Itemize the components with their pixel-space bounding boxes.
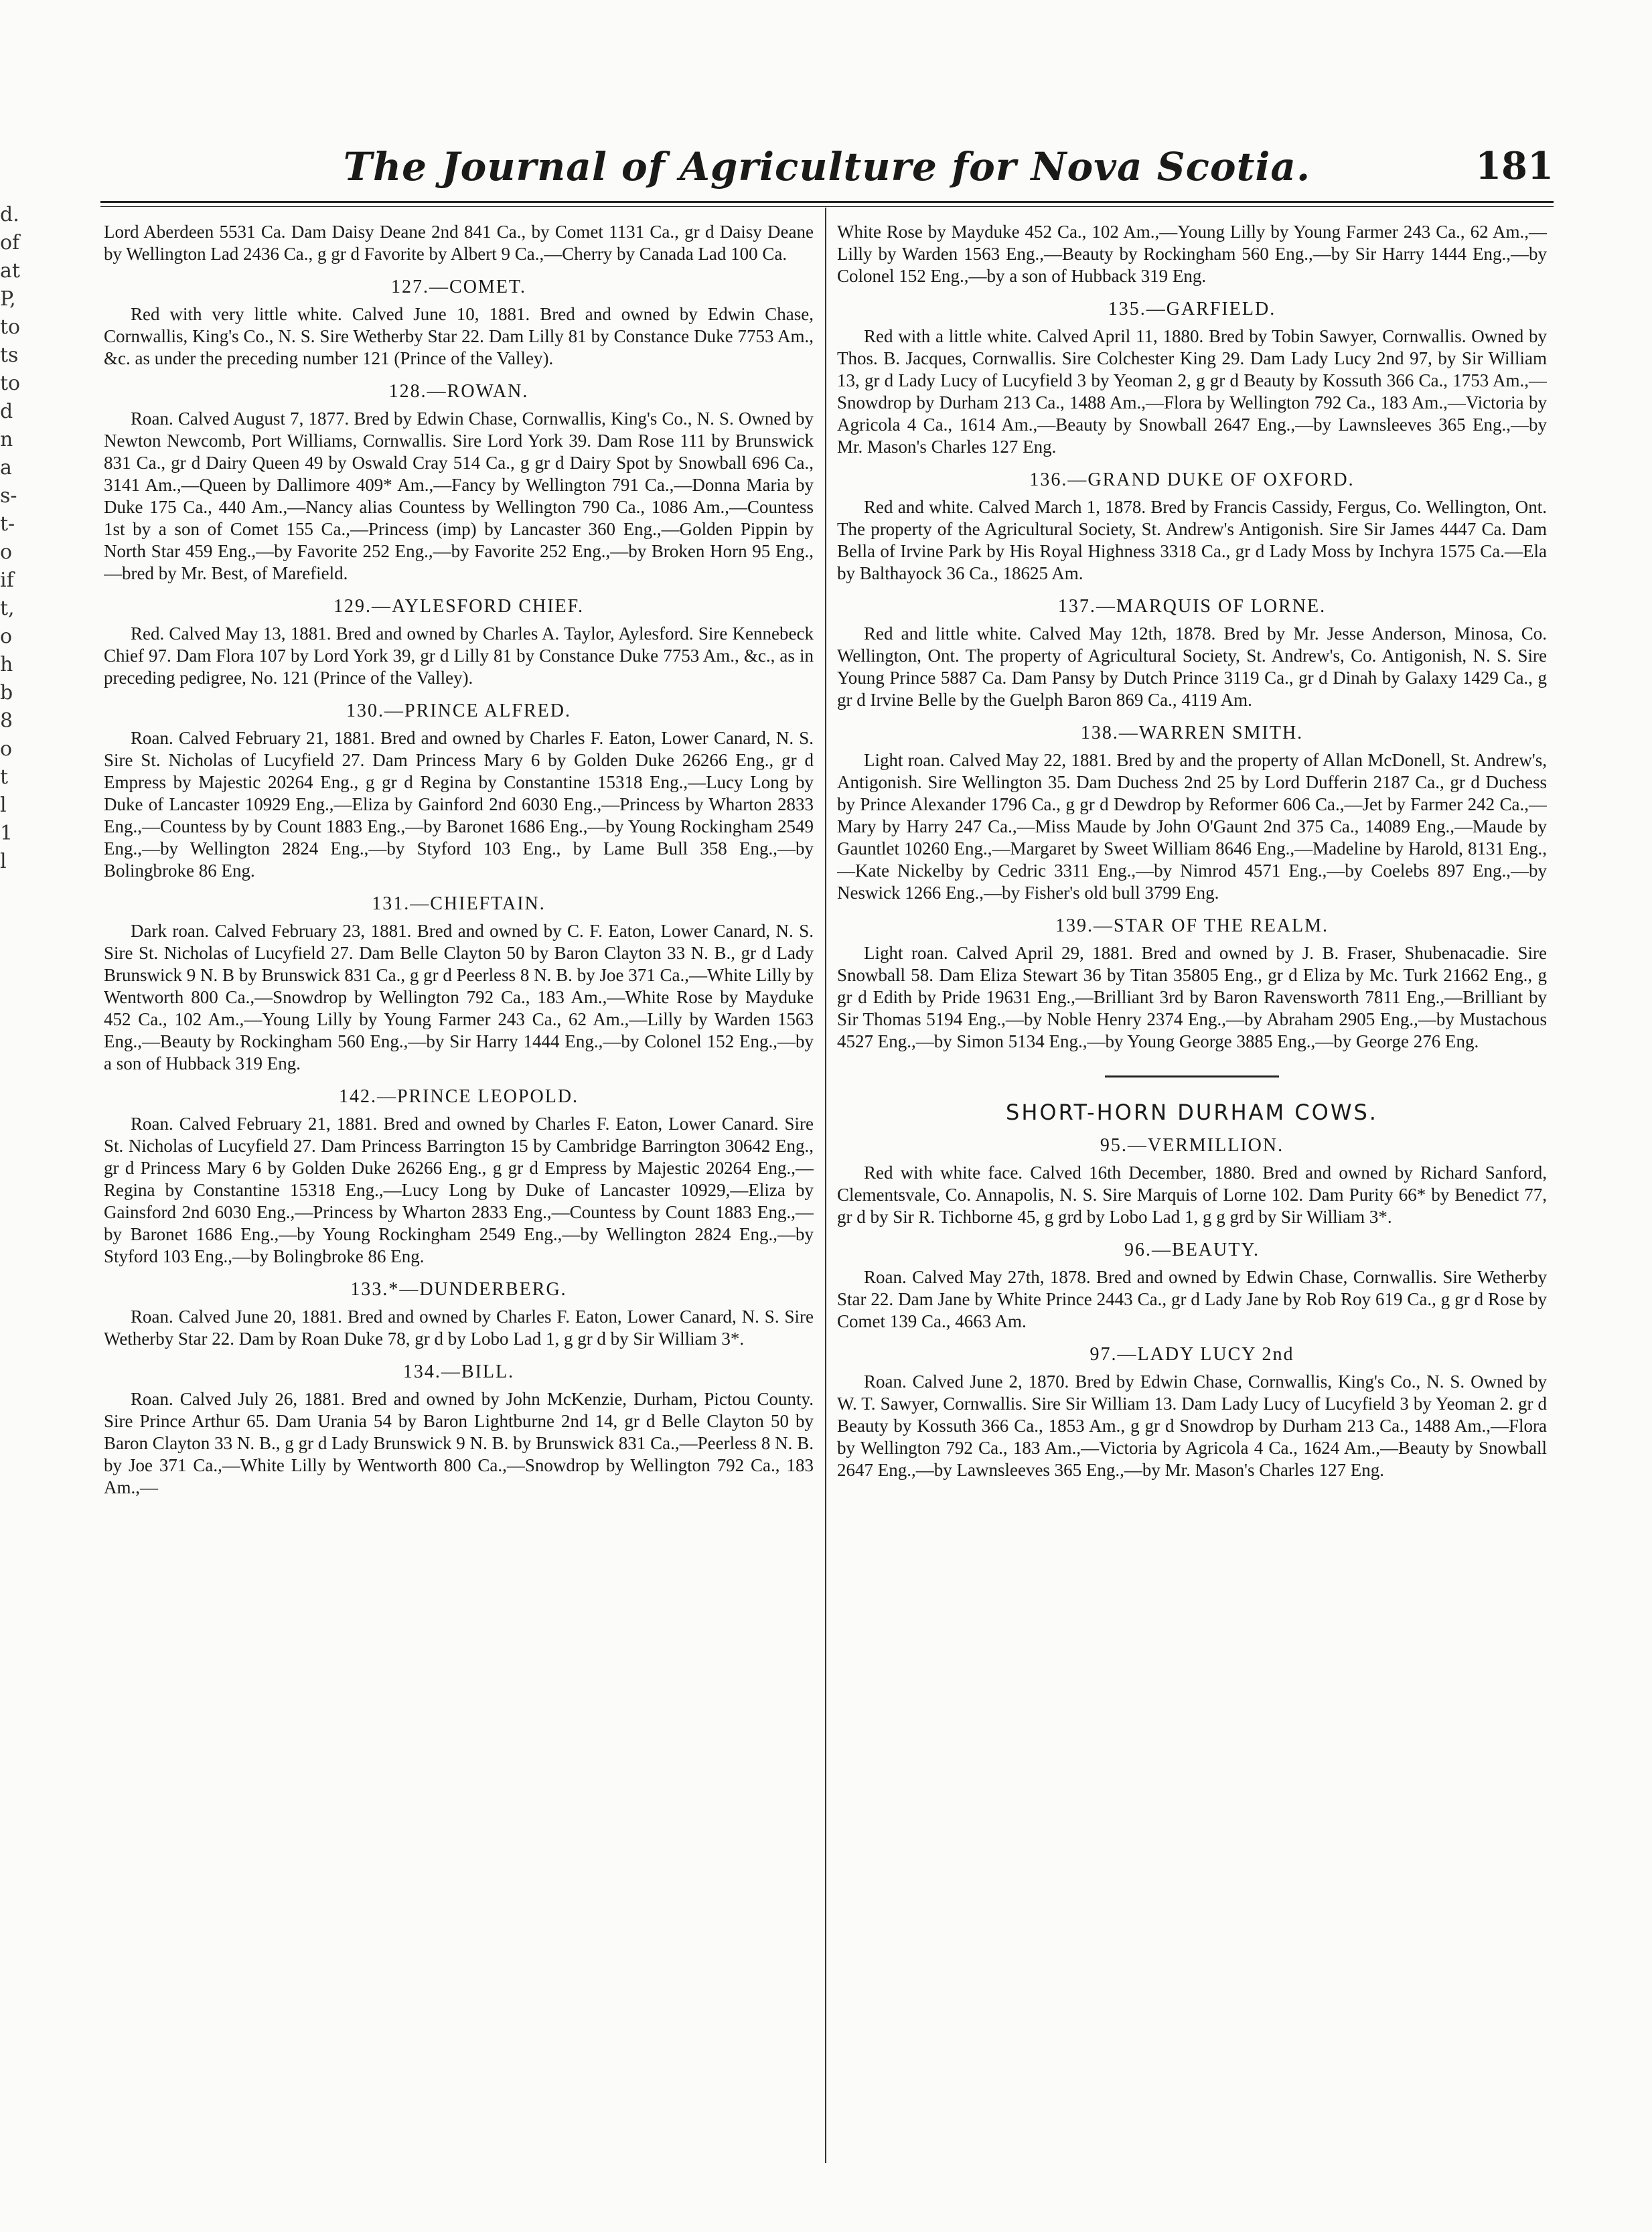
section-rule (1105, 1075, 1279, 1077)
entry-body: Red and little white. Calved May 12th, 1878. Bred by Mr. Jesse Anderson, Minosa, Co. Wellington, Ont. The property of Agricultural Society, St. Andrew's, Co. Antigonish, N. S. Sire Young Prince 5887 Ca. Dam Pansy by Dutch Prince 3119 Ca., gr d Dinah by Galaxy 1429 Ca., g gr d Irvine Belle by the Guelph Baron 869 Ca., 4119 Am. (837, 623, 1547, 710)
entry-body: Roan. Calved February 21, 1881. Bred and owned by Charles F. Eaton, Lower Canard. Sire St. Nicholas of Lucyfield 27. Dam Princess Barrington 15 by Cambridge Barrington 30642 Eng., gr d Princess Mary 6 by Golden Duke 26266 Eng., g gr d Empress by Majestic 20264 Eng.,—Regina by Constantine 15318 Eng.,—Lucy Long by Duke of Lancaster 10929,—Eliza by Gainsford 2nd 6030 Eng.,—Princess by Wharton 2833 Eng.,—Countess by Count 1883 Eng.,—by Baronet 1686 Eng.,—by Young Rockingham 2549 Eng.,—by Wellington 2824 Eng.,—by Styford 103 Eng.,—by Bolingbroke 86 Eng. (104, 1114, 814, 1266)
left-column-continuation: Lord Aberdeen 5531 Ca. Dam Daisy Deane 2nd 841 Ca., by Comet 1131 Ca., gr d Daisy Deane by Wellington Lad 2436 Ca., g gr d Favorite by Albert 9 Ca.,—Cherry by Canada Lad 100 Ca. (104, 222, 814, 264)
entry-title: 129.—AYLESFORD CHIEF. (333, 596, 584, 617)
margin-fragment: s- (0, 484, 17, 508)
margin-fragment: to (0, 372, 21, 395)
entry-body: Roan. Calved June 20, 1881. Bred and owned by Charles F. Eaton, Lower Canard, N. S. Sire Wetherby Star 22. Dam by Roan Duke 78, gr d by Lobo Lad 1, g gr d by Sir William 3*. (104, 1307, 814, 1349)
page-header (100, 144, 1554, 198)
margin-fragment: t (0, 765, 9, 789)
entry-title: 138.—WARREN SMITH. (1080, 723, 1304, 743)
entry-body: Roan. Calved February 21, 1881. Bred and owned by Charles F. Eaton, Lower Canard, N. S. Sire St. Nicholas of Lucyfield 27. Dam Princess Mary 6 by Golden Duke 26266 Eng., gr d Empress by Majestic 20264 Eng., g gr d Regina by Constantine 15318 Eng.,—Lucy Long by Duke of Lancaster 10929 Eng.,—Eliza by Gainford 2nd 6030 Eng.,—Princess by Wharton 2833 Eng.,—Countess by by Count 1883 Eng.,—by Baronet 1686 Eng.,—by Young Rockingham 2549 Eng.,—by Wellington 2824 Eng.,—by Styford 103 Eng., by Lame Bull 358 Eng.,—by Bolingbroke 86 Eng. (104, 728, 814, 881)
entry-body: Dark roan. Calved February 23, 1881. Bred and owned by C. F. Eaton, Lower Canard, N. S. Sire St. Nicholas of Lucyfield 27. Dam Belle Clayton 50 by Baron Clayton 33 N. B., gr d Lady Brunswick 9 N. B by Brunswick 831 Ca., g gr d Peerless 8 N. B. by Joe 371 Ca.,—White Lilly by Wentworth 800 Ca.,—Snowdrop by Wellington 792 Ca., 183 Am.,—White Rose by Mayduke 452 Ca., 102 Am.,—Young Lilly by Young Farmer 243 Ca., 62 Am.,—Lilly by Warden 1563 Eng.,—Beauty by Rockingham 560 Eng.,—by Sir Harry 1444 Eng.,—by Colonel 152 Eng.,—by a son of Hubback 319 Eng. (104, 921, 814, 1073)
margin-fragment: 8 (0, 709, 13, 733)
page-number: 181 (1475, 144, 1554, 188)
entry-title: 135.—GARFIELD. (1108, 299, 1276, 319)
margin-fragment: l (0, 850, 7, 873)
margin-fragment: at (0, 259, 20, 283)
entry-body: Red with a little white. Calved April 11, 1880. Bred by Tobin Sawyer, Cornwallis. Owned by Thos. B. Jacques, Cornwallis. Sire Colchester King 29. Dam Lady Lucy 2nd 97, by Sir William 13, gr d Lady Lucy of Lucyfield 3 by Yeoman 2, g gr d Beauty by Kossuth 366 Ca., 1753 Am.,—Snowdrop by Durham 213 Ca., 1488 Am.,—Flora by Wellington 792 Ca., 183 Am.,—Victoria by Agricola 4 Ca., 1614 Am.,—Beauty by Snowball 2647 Eng.,—by Lawnsleeves 365 Eng.,—by Mr. Mason's Charles 127 Eng. (837, 326, 1547, 457)
cow-entries (837, 1134, 1547, 1481)
column-divider (825, 208, 826, 2163)
entry-title: 134.—BILL. (402, 1361, 515, 1382)
margin-fragment: if (0, 569, 14, 592)
entry-title: 133.*—DUNDERBERG. (350, 1279, 567, 1300)
margin-fragment: a (0, 456, 12, 479)
entry-title: 136.—GRAND DUKE OF OXFORD. (1029, 469, 1355, 490)
margin-fragment: o (0, 737, 13, 761)
entry-title: 97.—LADY LUCY 2nd (1090, 1344, 1294, 1365)
entry-body: Red. Calved May 13, 1881. Bred and owned by Charles A. Taylor, Aylesford. Sire Kennebeck Chief 97. Dam Flora 107 by Lord York 39, gr d Lilly 81 by Constance Duke 7753 Am., &c., as in preceding pedigree, No. 121 (Prince of the Valley). (104, 623, 814, 688)
margin-fragment: b (0, 681, 13, 704)
margin-fragment: o (0, 540, 13, 564)
right-column (837, 221, 1547, 2163)
section-heading: SHORT-HORN DURHAM COWS. (1006, 1100, 1378, 1125)
journal-title: The Journal of Agriculture for Nova Scotia. (343, 144, 1311, 190)
right-entries (837, 298, 1547, 1053)
margin-fragment: t, (0, 597, 15, 620)
entry-body: Roan. Calved August 7, 1877. Bred by Edwin Chase, Cornwallis, King's Co., N. S. Owned by Newton Newcomb, Port Williams, Cornwallis. Sire Lord York 39. Dam Rose 111 by Brunswick 831 Ca., gr d Dairy Queen 49 by Oswald Cray 514 Ca., g gr d Dairy Spot by Snowball 696 Ca., 3141 Am.,—Queen by Dallimore 409* Am.,—Fancy by Wellington 791 Ca.,—Donna Maria by Duke 175 Ca., 440 Am.,—Nancy alias Countess by Wellington 790 Ca., 1086 Am.,—Countess 1st by a son of Comet 155 Ca.,—Princess (imp) by Lancaster 360 Eng.,—Golden Pippin by North Star 459 Eng.,—by Favorite 252 Eng.,—by Favorite 252 Eng.,—by Broken Horn 95 Eng.,—bred by Mr. Best, of Marefield. (104, 408, 814, 583)
entry-body: Red with white face. Calved 16th December, 1880. Bred and owned by Richard Sanford, Clementsvale, Co. Annapolis, N. S. Sire Marquis of Lorne 102. Dam Purity 66* by Benedict 77, gr d by Sir R. Tichborne 45, g grd by Lobo Lad 1, g g grd by Sir William 3*. (837, 1163, 1547, 1227)
entry-body: Roan. Calved May 27th, 1878. Bred and owned by Edwin Chase, Cornwallis. Sire Wetherby Star 22. Dam Jane by White Prince 2443 Ca., gr d Lady Jane by Rob Roy 619 Ca., g gr d Rose by Comet 139 Ca., 4663 Am. (837, 1267, 1547, 1331)
entry-title: 96.—BEAUTY. (1124, 1240, 1260, 1260)
entry-body: Roan. Calved July 26, 1881. Bred and owned by John McKenzie, Durham, Pictou County. Sire Prince Arthur 65. Dam Urania 54 by Baron Lightburne 2nd 14, gr d Belle Clayton 50 by Baron Clayton 33 N. B., g gr d Lady Brunswick 9 N. B. by Brunswick 831 Ca.,—Peerless 8 N. B. by Joe 371 Ca.,—White Lilly by Wentworth 800 Ca.,—Snowdrop by Wellington 792 Ca., 183 Am.,— (104, 1389, 814, 1497)
entry-body: Red with very little white. Calved June 10, 1881. Bred and owned by Edwin Chase, Cornwallis, King's Co., N. S. Sire Wetherby Star 22. Dam Lilly 81 by Constance Duke 7753 Am., &c. as under the preceding number 121 (Prince of the Valley). (104, 304, 814, 368)
entry-body: Red and white. Calved March 1, 1878. Bred by Francis Cassidy, Fergus, Co. Wellington, Ont. The property of the Agricultural Society, St. Andrew's Antigonish. Sire Sir James 4447 Ca. Dam Bella of Irvine Park by His Royal Highness 3318 Ca., gr d Lady Moss by Inchyra 1575 Ca.—Ela by Balthayock 36 Ca., 18625 Am. (837, 497, 1547, 583)
margin-fragment: ts (0, 344, 19, 367)
header-rule (100, 201, 1554, 203)
margin-fragment: P, (0, 287, 16, 311)
margin-fragment: n (0, 428, 13, 451)
entry-title: 95.—VERMILLION. (1100, 1135, 1284, 1156)
entry-title: 130.—PRINCE ALFRED. (346, 700, 571, 721)
margin-fragment: l (0, 794, 7, 817)
margin-fragment: d. (0, 203, 19, 226)
margin-fragment: d (0, 400, 13, 423)
entry-title: 131.—CHIEFTAIN. (372, 893, 546, 914)
margin-fragment: to (0, 315, 21, 339)
margin-fragment: t- (0, 512, 15, 536)
left-entries (104, 276, 814, 1499)
entry-title: 142.—PRINCE LEOPOLD. (338, 1086, 579, 1107)
entry-body: Light roan. Calved April 29, 1881. Bred and owned by J. B. Fraser, Shubenacadie. Sire Snowball 58. Dam Eliza Stewart 36 by Titan 35805 Eng., gr d Eliza by Mc. Turk 21662 Eng., g gr d Edith by Pride 19631 Eng.,—Brilliant 3rd by Baron Ravensworth 7811 Eng.,—Brilliant by Sir Thomas 5194 Eng.,—by Noble Henry 2374 Eng.,—by Abraham 2905 Eng.,—by Mustachous 4527 Eng.,—by Simon 5134 Eng.,—by Young George 3885 Eng.,—by George 276 Eng. (837, 943, 1547, 1051)
entry-title: 137.—MARQUIS OF LORNE. (1057, 596, 1327, 617)
entry-body: Roan. Calved June 2, 1870. Bred by Edwin Chase, Cornwallis, King's Co., N. S. Owned by W. T. Sawyer, Cornwallis. Sire Sir William 13. Dam Lady Lucy of Lucyfield 3 by Yeoman 2. gr d Beauty by Kossuth 366 Ca., 1853 Am., g gr d Snowdrop by Durham 213 Ca., 1488 Am.,—Flora by Wellington 792 Ca., 183 Am.,—Victoria by Agricola 4 Ca., 1624 Am.,—Beauty by Snowball 2647 Eng.,—by Lawnsleeves 365 Eng.,—by Mr. Mason's Charles 127 Eng. (837, 1371, 1547, 1480)
header-rule-thin (100, 206, 1554, 207)
margin-fragment: 1 (0, 822, 13, 845)
entry-title: 128.—ROWAN. (388, 381, 529, 402)
left-margin-fragments (0, 201, 47, 876)
entry-body: Light roan. Calved May 22, 1881. Bred by and the property of Allan McDonell, St. Andrew's, Antigonish. Sire Wellington 35. Dam Duchess 2nd 25 by Lord Dufferin 2187 Ca., gr d Duchess by Prince Alexander 1796 Ca., g gr d Dewdrop by Reformer 606 Ca.,—Jet by Farmer 242 Ca.,—Mary by Harry 247 Ca.,—Miss Maude by John O'Gaunt 2nd 375 Ca., 14089 Eng.,—Maude by Gauntlet 10260 Eng.,—Margaret by Sweet William 8646 Eng.,—Madeline by Harold, 8131 Eng.,—Kate Nickelby by Cedric 3311 Eng.,—by Nimrod 4571 Eng.,—by Coelebs 897 Eng.,—by Neswick 1266 Eng.,—by Fisher's old bull 3799 Eng. (837, 750, 1547, 903)
entry-title: 127.—COMET. (391, 277, 526, 297)
margin-fragment: h (0, 653, 13, 676)
margin-fragment: o (0, 625, 13, 648)
entry-title: 139.—STAR OF THE REALM. (1055, 915, 1329, 936)
margin-fragment: of (0, 231, 20, 254)
left-column (104, 221, 814, 2163)
right-column-continuation: White Rose by Mayduke 452 Ca., 102 Am.,—Young Lilly by Young Farmer 243 Ca., 62 Am.,—Lilly by Warden 1563 Eng.,—Beauty by Rockingham 560 Eng.,—by Sir Harry 1444 Eng.,—by Colonel 152 Eng.,—by a son of Hubback 319 Eng. (837, 222, 1547, 286)
